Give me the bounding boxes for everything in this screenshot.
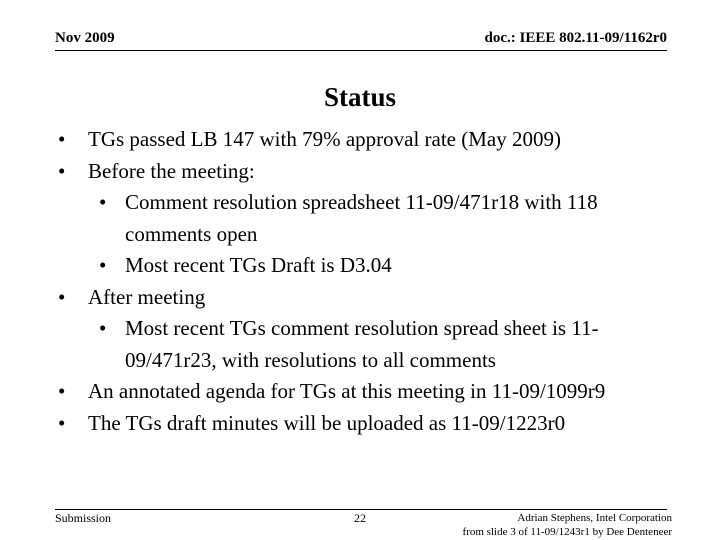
header-date: Nov 2009 bbox=[55, 30, 115, 46]
bullet-icon: • bbox=[99, 190, 107, 214]
bullet-item bbox=[58, 124, 678, 156]
slide-title: Status bbox=[323, 82, 397, 112]
bullet-text: After meeting bbox=[88, 284, 206, 309]
bullet-list bbox=[58, 124, 678, 439]
footer-submission: Submission bbox=[55, 511, 112, 525]
bullet-text: An annotated agenda for TGs at this meeting in 11-09/1099r9 bbox=[88, 379, 606, 403]
bullet-text: Most recent TGs comment resolution spread sheet is 11-09/471r23, with resolutions to all comments bbox=[125, 316, 599, 372]
header-rule bbox=[55, 50, 667, 51]
bullet-item bbox=[58, 376, 678, 408]
bullet-text: Comment resolution spreadsheet 11-09/471r18 with 118 comments open bbox=[125, 190, 598, 246]
header-doc-id: doc.: IEEE 802.11-09/1162r0 bbox=[484, 30, 667, 46]
page-number: 22 bbox=[354, 511, 366, 525]
bullet-text: The TGs draft minutes will be uploaded as 11-09/1223r0 bbox=[88, 410, 566, 435]
bullet-text: TGs passed LB 147 with 79% approval rate (May 2009) bbox=[88, 127, 561, 151]
bullet-item bbox=[58, 156, 678, 188]
sub-bullet-item bbox=[58, 187, 678, 250]
footer-attribution bbox=[463, 511, 672, 539]
sub-bullet-item bbox=[58, 313, 678, 376]
bullet-text: Most recent TGs Draft is D3.04 bbox=[125, 253, 392, 277]
bullet-text: Before the meeting: bbox=[88, 158, 255, 183]
bullet-icon: • bbox=[99, 253, 107, 277]
bullet-icon: • bbox=[58, 379, 66, 403]
footer-source: from slide 3 of 11-09/1243r1 by Dee Denteneer bbox=[462, 526, 672, 538]
bullet-item bbox=[58, 408, 678, 440]
bullet-icon: • bbox=[58, 284, 66, 309]
bullet-icon: • bbox=[58, 410, 66, 435]
sub-bullet-item bbox=[58, 250, 678, 282]
bullet-icon: • bbox=[58, 158, 66, 183]
bullet-item bbox=[58, 282, 678, 314]
footer-author: Adrian Stephens, Intel Corporation bbox=[517, 512, 672, 524]
bullet-icon: • bbox=[58, 127, 66, 151]
footer-rule bbox=[55, 509, 667, 510]
bullet-icon: • bbox=[99, 316, 107, 340]
